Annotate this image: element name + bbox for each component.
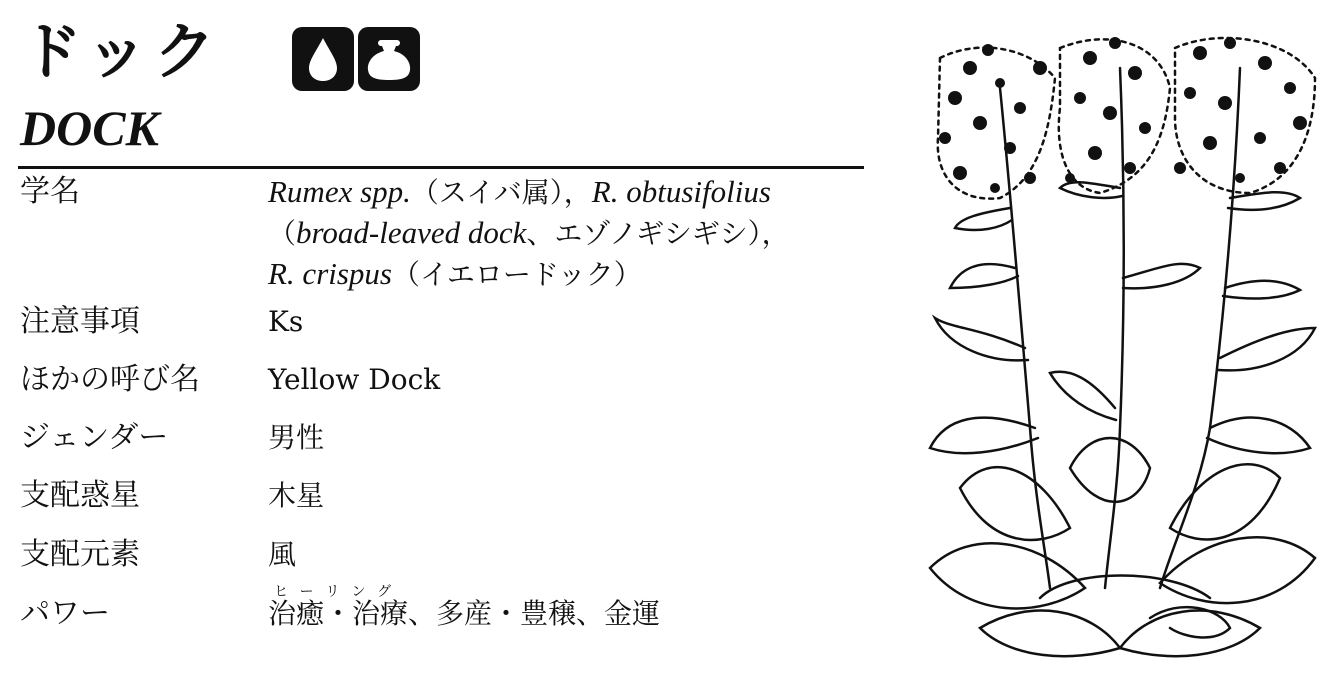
crispus-ja: （イエロードック）	[392, 258, 642, 291]
water-drop-icon	[292, 27, 354, 91]
scientific-name-line-3	[268, 254, 790, 295]
field-label: 注意事項	[20, 304, 140, 339]
field-label: パワー	[20, 596, 110, 631]
field-value: Yellow Dock	[268, 363, 441, 396]
paren-open: （	[268, 217, 297, 250]
field-label: ジェンダー	[20, 420, 169, 455]
attribute-icons	[292, 27, 420, 91]
money-bag-icon	[358, 27, 420, 91]
field-value	[268, 584, 661, 634]
scientific-name-value	[268, 172, 790, 295]
field-label: 支配惑星	[20, 478, 140, 513]
field-label: 支配元素	[20, 537, 140, 572]
scientific-name-line-1	[268, 172, 790, 213]
header-divider	[18, 166, 864, 169]
powers-healing: 治癒・治療	[268, 597, 409, 630]
field-value: 木星	[268, 479, 325, 512]
species-obtusifolius: R. obtusifolius	[591, 174, 771, 209]
field-label: ほかの呼び名	[20, 362, 200, 397]
genus-name: Rumex spp.	[268, 174, 411, 209]
field-value: 男性	[268, 421, 325, 454]
genus-ja: （スイバ属），	[410, 176, 592, 209]
dock-plant-illustration	[920, 28, 1330, 668]
ruby-reading: ヒーリング	[274, 584, 404, 600]
field-label: 学名	[20, 174, 80, 209]
common-name-en: broad-leaved dock	[296, 215, 527, 250]
page-title-ja: ドック	[20, 15, 222, 88]
field-value: Ks	[268, 305, 304, 338]
species-crispus: R. crispus	[268, 256, 392, 291]
scientific-name-line-2	[268, 213, 790, 254]
field-value: 風	[268, 538, 297, 571]
common-name-ja: 、エゾノギシギシ），	[526, 217, 790, 250]
page-title-en: DOCK	[20, 100, 159, 156]
ruby-base	[268, 584, 409, 634]
powers-rest: 、多産・豊穣、金運	[408, 597, 661, 630]
